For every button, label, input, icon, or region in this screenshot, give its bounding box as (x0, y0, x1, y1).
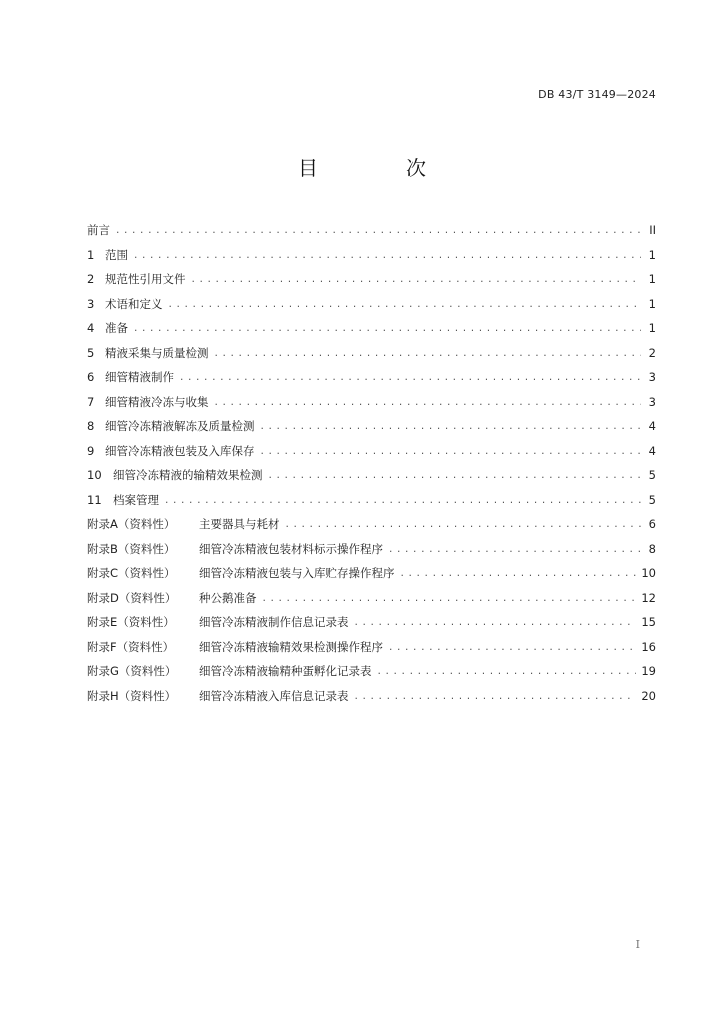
toc-entry[interactable] (87, 586, 656, 611)
toc-entry-page-number: 20 (641, 688, 656, 703)
toc-entry-page-number: 8 (648, 541, 656, 556)
toc-entry-number: 11 (87, 492, 102, 507)
toc-entry[interactable] (87, 365, 656, 390)
toc-entry-page-number: 5 (648, 468, 656, 482)
toc-entry-label: 精液采集与质量检测 (105, 345, 209, 360)
toc-entry-dot-leader (388, 538, 641, 562)
toc-entry[interactable] (87, 512, 656, 537)
toc-entry-annex-prefix: 附录E（资料性） (87, 615, 175, 629)
toc-entry[interactable] (87, 537, 656, 562)
toc-entry-dot-leader (260, 440, 642, 464)
toc-entry-page-number: 12 (641, 590, 656, 605)
toc-entry-label: 规范性引用文件 (105, 272, 186, 286)
toc-entry-number: 3 (87, 296, 95, 311)
toc-entry-dot-leader (168, 293, 642, 317)
toc-entry-dot-leader (377, 660, 637, 684)
toc-entry-label: 术语和定义 (105, 296, 163, 311)
toc-entry-page-number: 1 (648, 321, 656, 335)
toc-entry-number: 4 (87, 321, 95, 335)
toc-entry-annex-prefix: 附录H（资料性） (87, 688, 177, 703)
toc-entry-page-number: 19 (641, 664, 656, 678)
toc-entry-annex-prefix: 附录D（资料性） (87, 590, 177, 605)
toc-entry-label: 范围 (105, 247, 128, 262)
toc-entry[interactable] (87, 414, 656, 439)
toc-entry[interactable] (87, 243, 656, 268)
toc-entry[interactable] (87, 267, 656, 292)
toc-entry-dot-leader (388, 636, 636, 660)
toc-entry-page-number: 1 (648, 272, 656, 286)
toc-entry-label: 细管冷冻精液包装材料标示操作程序 (199, 541, 383, 556)
toc-entry[interactable] (87, 635, 656, 660)
toc-entry-label: 细管冷冻精液包装与入库贮存操作程序 (199, 566, 395, 580)
toc-entry-page-number: 16 (641, 639, 656, 654)
document-code: DB 43/T 3149—2024 (538, 88, 656, 101)
toc-entry-page-number: 5 (648, 492, 656, 507)
toc-entry-dot-leader (268, 464, 642, 488)
toc-entry[interactable] (87, 439, 656, 464)
toc-entry-dot-leader (354, 611, 637, 635)
toc-entry[interactable] (87, 610, 656, 635)
toc-entry-page-number: 10 (641, 566, 656, 580)
toc-entry-label: 细管冷冻精液输精效果检测操作程序 (199, 639, 383, 654)
toc-entry-number: 10 (87, 468, 102, 482)
toc-entry-dot-leader (133, 317, 641, 341)
toc-entry-dot-leader (214, 342, 642, 366)
toc-entry-page-number: 2 (648, 345, 656, 360)
toc-title: 目 次 (298, 156, 460, 180)
toc-entry-label: 种公鹅准备 (199, 590, 257, 605)
toc-entry-label: 档案管理 (113, 492, 159, 507)
toc-list (87, 218, 656, 708)
toc-entry-dot-leader (262, 587, 637, 611)
toc-entry-page-number: 6 (648, 517, 656, 531)
toc-entry-label: 细管冷冻精液的输精效果检测 (113, 468, 263, 482)
toc-entry-dot-leader (191, 268, 642, 292)
toc-entry-page-number: II (649, 223, 656, 237)
toc-entry-number: 8 (87, 419, 95, 433)
toc-entry[interactable] (87, 488, 656, 513)
toc-entry-dot-leader (214, 391, 642, 415)
toc-entry-number: 6 (87, 370, 95, 384)
toc-entry-page-number: 15 (641, 615, 656, 629)
toc-entry-number: 1 (87, 247, 95, 262)
toc-entry-page-number: 1 (648, 296, 656, 311)
toc-entry-dot-leader (354, 685, 637, 709)
toc-entry-page-number: 1 (648, 247, 656, 262)
toc-entry-annex-prefix: 附录A（资料性） (87, 517, 176, 531)
toc-entry-number: 2 (87, 272, 95, 286)
toc-entry-page-number: 3 (648, 370, 656, 384)
toc-entry[interactable] (87, 390, 656, 415)
toc-entry[interactable] (87, 463, 656, 488)
toc-entry-label: 细管精液冷冻与收集 (105, 394, 209, 409)
toc-entry[interactable] (87, 316, 656, 341)
toc-entry-page-number: 4 (648, 419, 656, 433)
toc-entry-number: 9 (87, 443, 95, 458)
toc-entry-number: 5 (87, 345, 95, 360)
toc-entry[interactable] (87, 561, 656, 586)
toc-entry-label: 细管冷冻精液制作信息记录表 (199, 615, 349, 629)
toc-entry[interactable] (87, 659, 656, 684)
page-number: I (635, 938, 640, 951)
toc-entry-annex-prefix: 附录G（资料性） (87, 664, 177, 678)
toc-entry-page-number: 4 (648, 443, 656, 458)
toc-entry-label: 细管冷冻精液包装及入库保存 (105, 443, 255, 458)
toc-entry-page-number: 3 (648, 394, 656, 409)
toc-entry-dot-leader (115, 219, 641, 243)
toc-entry-dot-leader (260, 415, 642, 439)
toc-entry-dot-leader (133, 244, 641, 268)
toc-entry-annex-prefix: 附录C（资料性） (87, 566, 176, 580)
toc-entry[interactable] (87, 684, 656, 709)
toc-entry-dot-leader (400, 562, 637, 586)
toc-entry-annex-prefix: 附录F（资料性） (87, 639, 175, 654)
toc-entry-label: 细管冷冻精液解冻及质量检测 (105, 419, 255, 433)
toc-entry-annex-prefix: 附录B（资料性） (87, 541, 176, 556)
toc-entry-label: 细管冷冻精液入库信息记录表 (199, 688, 349, 703)
toc-entry-label: 前言 (87, 223, 110, 237)
toc-entry[interactable] (87, 218, 656, 243)
toc-entry-number: 7 (87, 394, 95, 409)
toc-entry-label: 细管冷冻精液输精种蛋孵化记录表 (199, 664, 372, 678)
toc-entry[interactable] (87, 341, 656, 366)
toc-entry[interactable] (87, 292, 656, 317)
toc-entry-label: 主要器具与耗材 (199, 517, 280, 531)
toc-entry-label: 细管精液制作 (105, 370, 174, 384)
toc-entry-label: 准备 (105, 321, 128, 335)
toc-entry-dot-leader (285, 513, 642, 537)
toc-entry-dot-leader (164, 489, 641, 513)
toc-entry-dot-leader (179, 366, 641, 390)
